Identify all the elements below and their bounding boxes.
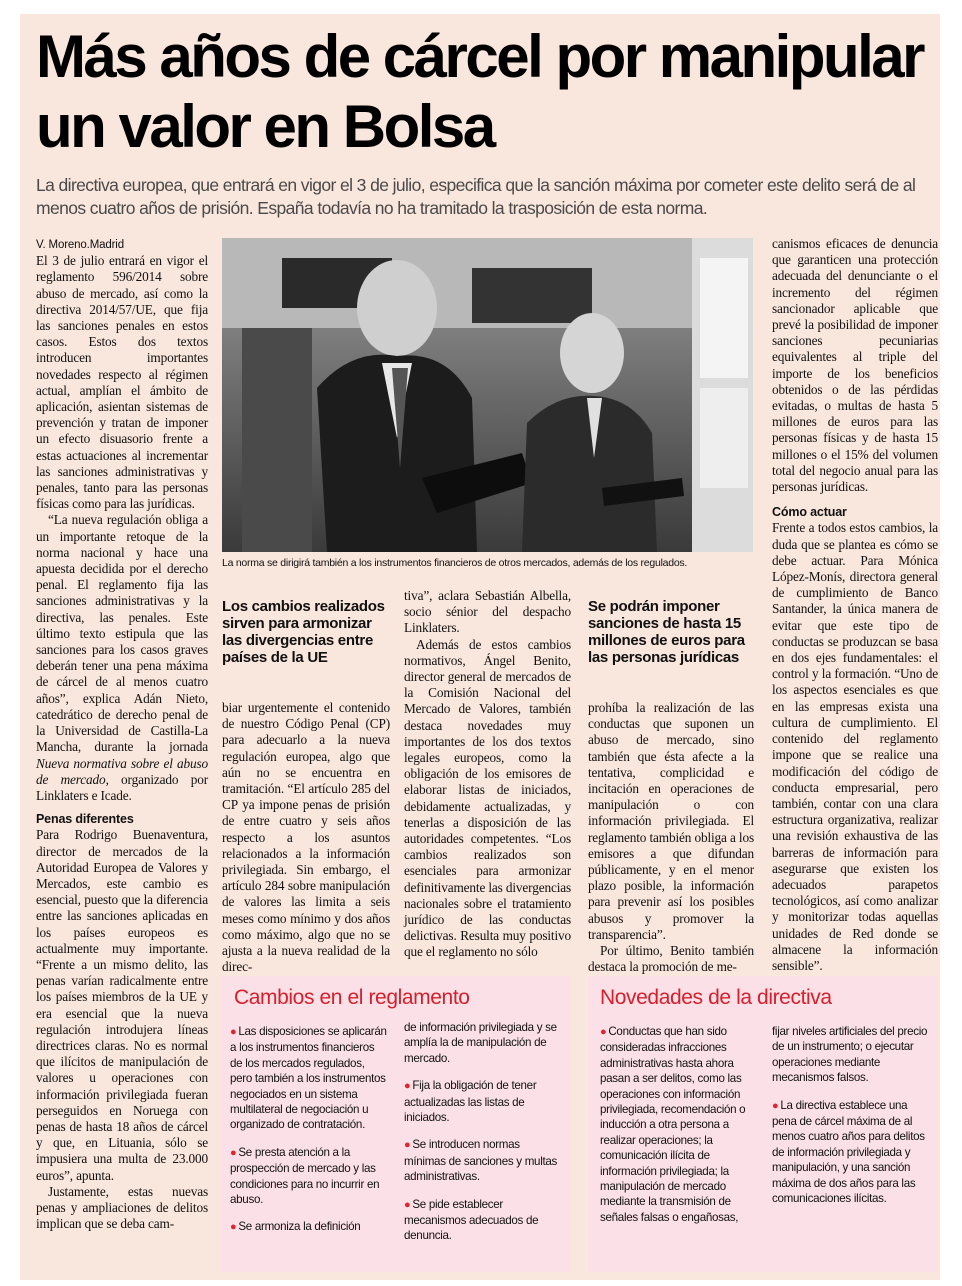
bullet-continuation: de información privilegiada y se amplía la de manipulación de mercado.	[404, 1021, 557, 1065]
box-title: Novedades de la directiva	[600, 986, 832, 1009]
bullet-item: ● Se pide establecer mecanismos adecuados de denuncia.	[404, 1197, 539, 1243]
body-paragraph: canismos eficaces de denuncia que garanticen una protección adecuada del denunciante o el incremento del régimen sancionador aplicable que prevé la posibilidad de imponer sanciones pecuniarias equivalentes al triple del importe de los beneficios obtenidos o de las pérdidas evitadas, o multas de hasta 5 millones de euros para las personas físicas y de hasta 15 millones o el 15% del volumen total del negocio anual para las personas jurídicas.	[772, 236, 938, 495]
sidebar-box-cambios	[222, 976, 570, 1272]
bullet-item: ● Fija la obligación de tener actualizadas las listas de iniciados.	[404, 1079, 537, 1125]
body-paragraph	[36, 512, 208, 804]
bullet-icon: ●	[404, 1139, 411, 1152]
bullet-item: ● Las disposiciones se aplicarán a los instrumentos financieros de los mercados regulados, pero también a los instrumentos negociados en un sistema multilateral de negociación u organizado de contratación.	[230, 1025, 387, 1132]
bullet-item: ● Se presta atención a la prospección de mercado y las condiciones para no incurrir en abuso.	[230, 1145, 380, 1207]
body-paragraph: Frente a todos estos cambios, la duda que se plantea es cómo se debe actuar. Para Mónica López-Monís, directora general de cumplimiento de Banco Santander, la única manera de evitar que este tipo de conductas se produzcan se basa en dos ejes fundamentales: el control y la formación. “Uno de los aspectos esenciales es que en las empresas exista una cultura de cumplimiento. El contenido del reglamento impone que se realice una modificación del código de conducta empresarial, pero también, contar con una clara estructura organizativa, realizar una revisión exhaustiva de las barreras de información para asegurarse que existen los adecuados parapetos tecnológicos, así como analizar y monitorizar todas aquellas unidades de Red donde se almacene la información sensible”.	[772, 520, 938, 973]
body-paragraph: tiva”, aclara Sebastián Albella, socio sénior del despacho Linklaters.	[404, 588, 571, 636]
body-paragraph: El 3 de julio entrará en vigor el reglamento 596/2014 sobre abuso de mercado, así como la directiva 2014/57/UE, que fija las sanciones penales en estos casos. Estos dos textos introducen importantes novedades respecto al régimen actual, amplían el ámbito de aplicación, asientan sistemas de prevención y tratan de imponer un efecto disuasorio frente a estas actuaciones al incrementar las sanciones administrativas y penales, tanto para las personas físicas como para las jurídicas.	[36, 253, 208, 512]
news-photo	[222, 238, 753, 552]
subhead-cambios: Los cambios realizados sirven para armonizar las divergencias entre países de la UE	[222, 598, 385, 666]
bullet-icon: ●	[230, 1221, 237, 1234]
box-column-right	[772, 1024, 930, 1218]
deck: La directiva europea, que entrará en vigor el 3 de julio, especifica que la sanción máxima por cometer este delito será de al menos cuatro años de prisión. España todavía no ha tramitado la trasposición de esta norma.	[36, 175, 916, 218]
headline: Más años de cárcel por manipular un valor en Bolsa	[36, 23, 924, 160]
box-column-left	[600, 1024, 758, 1237]
subhead-sanciones: Se podrán imponer sanciones de hasta 15 millones de euros para las personas jurídicas	[588, 598, 745, 666]
bullet-icon: ●	[404, 1080, 411, 1093]
byline-author: V. Moreno.	[36, 239, 90, 251]
column-1	[36, 236, 208, 1232]
section-heading-como-actuar: Cómo actuar	[772, 505, 847, 520]
body-paragraph: Además de estos cambios normativos, Ángel Benito, director general de mercados de la Comisión Nacional del Mercado de Valores, también destaca novedades muy importantes de los dos textos legales europeos, como la obligación de los emisores de elaborar listas de iniciados, debidamente actualizadas, y tenerlas a disposición de las autoridades competentes. “Los cambios realizados son esenciales para armonizar definitivamente las divergencias nacionales sobre el tratamiento jurídico de las conductas delictivas. Resulta muy positivo que el reglamento no sólo	[404, 636, 572, 960]
body-paragraph: prohíba la realización de las conductas que suponen un abuso de mercado, sino también que ésta afecte a la tentativa, complicidad e incitación en operaciones de manipulación o con información privilegiada. El reglamento también obliga a los emisores a que difundan públicamente, y en el menor plazo posible, la información para prevenir así los posibles abusos y promover la transparencia”.	[588, 700, 754, 942]
column-4	[588, 700, 754, 975]
sidebar-box-novedades	[588, 976, 938, 1272]
event-title: Nueva normativa sobre el abuso de mercado	[36, 755, 208, 787]
body-paragraph: Por último, Benito también destaca la promoción de me-	[588, 943, 754, 975]
box-title: Cambios en el reglamento	[234, 986, 470, 1009]
bullet-continuation: fijar niveles artificiales del precio de un instrumento; o ejecutar operaciones mediante mecanismos falsos.	[772, 1025, 928, 1085]
bullet-item: ● Se armoniza la definición	[230, 1220, 361, 1234]
byline-place: Madrid	[89, 239, 124, 251]
bullet-icon: ●	[772, 1099, 779, 1112]
box-column-left	[230, 1024, 388, 1248]
photo-caption: La norma se dirigirá también a los instrumentos financieros de otros mercados, además de los regulados.	[222, 557, 688, 569]
column-3	[404, 588, 571, 961]
bullet-item: ● La directiva establece una pena de cárcel máxima de al menos cuatro años para delitos de información privilegiada y manipulación, y una sanción máxima de dos años para las comunicaciones ilícitas.	[772, 1098, 925, 1206]
body-paragraph: Para Rodrigo Buenaventura, director de mercados de la Autoridad Europea de Valores y Mercados, este cambio es esencial, puesto que la diferencia entre las sanciones aplicadas en los países europeos es actualmente muy importante. “Frente a un mismo delito, las penas varían radicalmente entre los países miembros de la UE y era esencial que la nueva regulación introdujera líneas directrices claras. No es normal que ilícitos de manipulación de valores u operaciones con información privilegiada fueran perseguidos en Noruega con penas de hasta 18 años de cárcel y que, en Lituania, sólo se impusiera una multa de 23.000 euros”, apunta.	[36, 827, 208, 1183]
byline-paragraph	[36, 236, 208, 253]
bullet-icon: ●	[230, 1146, 237, 1159]
trading-floor-photo-illustration	[222, 238, 753, 552]
bullet-icon: ●	[600, 1026, 607, 1038]
column-2	[222, 700, 390, 975]
box-column-right	[404, 1020, 564, 1256]
bullet-icon: ●	[230, 1026, 237, 1038]
quote-text: “La nueva regulación obliga a un importante retoque de la norma nacional y hace una apuesta decidida por el derecho penal. El reglamento fija las sanciones administrativas y la directiva, las penales. Este último texto estipula que las sanciones para los casos graves deberán tener una pena máxima de cárcel de al menos cuatro años”, explica Adán Nieto, catedrático de derecho penal de la Universidad de Castilla-La Mancha, durante la jornada	[36, 512, 208, 755]
quote-text-end: , organizado por Linklaters e Icade.	[36, 771, 208, 803]
bullet-item: ● Se introducen normas mínimas de sanciones y multas administrativas.	[404, 1138, 558, 1184]
bullet-item: ● Conductas que han sido consideradas infracciones administrativas hasta ahora pasan a ser delitos, como las operaciones con información privilegiada, recomendación o inducción a otra persona a realizar operaciones; la comunicación ilícita de información privilegiada; la manipulación de mercado mediante la transmisión de señales falsas o engañosas,	[600, 1025, 746, 1224]
body-paragraph: Justamente, estas nuevas penas y ampliaciones de delitos implican que se deba cam-	[36, 1183, 208, 1232]
column-5	[772, 236, 938, 974]
body-paragraph: biar urgentemente el contenido de nuestro Código Penal (CP) para adecuarlo a la nueva regulación europea, algo que aún no se encuentra en tramitación. “El artículo 285 del CP ya impone penas de prisión de entre cuatro y seis años respecto a los asuntos relacionados a la información privilegiada. Sin embargo, el artículo 284 sobre manipulación de valores las limita a seis meses como mínimo y dos años como máximo, algo que no se ajusta a la nueva realidad de la direc-	[222, 700, 390, 975]
section-heading-penas: Penas diferentes	[36, 812, 134, 827]
bullet-icon: ●	[404, 1198, 411, 1211]
